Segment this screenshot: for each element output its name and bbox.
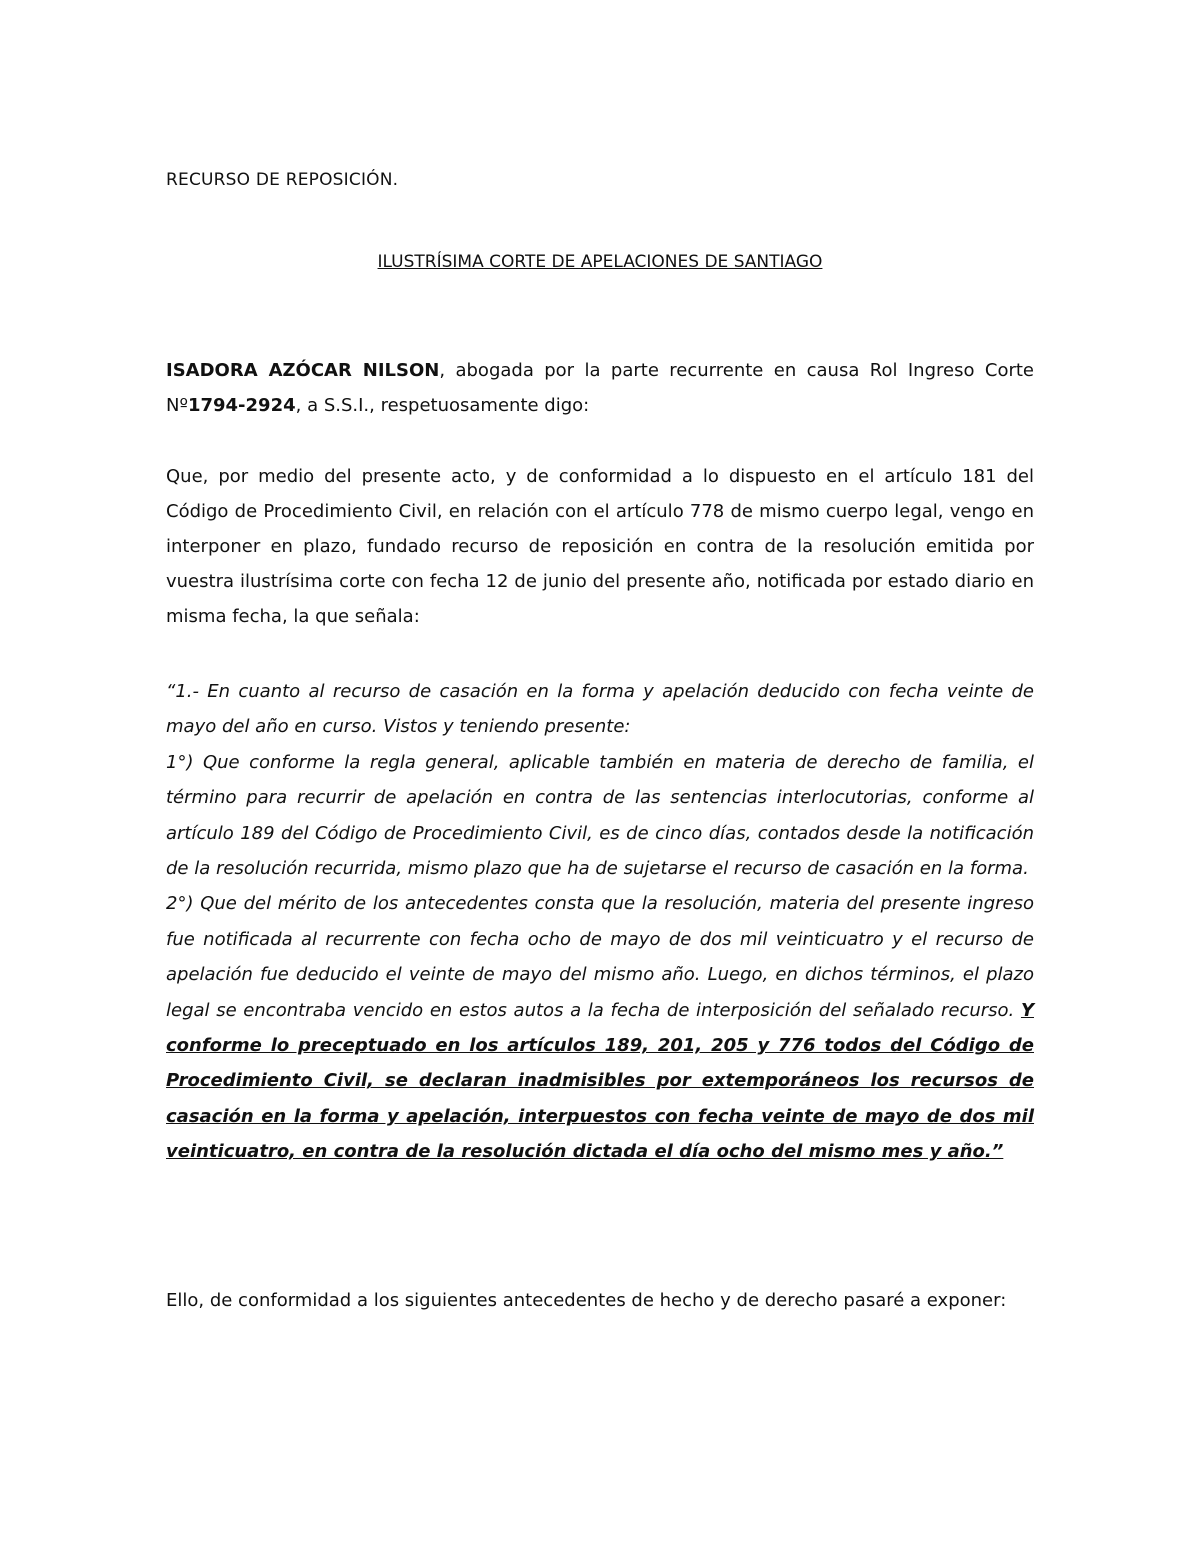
document-heading: RECURSO DE REPOSICIÓN. [166, 170, 399, 190]
quote-point-2-decision: Y conforme lo preceptuado en los artículos 189, 201, 205 y 776 todos del Código de Procedimiento Civil, se declaran inadmisibles por extemporáneos los recursos de casación en la forma y apelación, interpuestos con fecha veinte de mayo de dos mil veinticuatro, en contra de la resolución dictada el día ocho del mismo mes y año.” [166, 999, 1034, 1163]
intro-text-1: , abogada por la parte recurrente en causa Rol Ingreso Corte Nº [166, 360, 1034, 416]
quote-point-1: 1°) Que conforme la regla general, aplicable también en materia de derecho de familia, el término para recurrir de apelación en contra de las sentencias interlocutorias, conforme al artículo 189 del Código de Procedimiento Civil, es de cinco días, contados desde la notificación de la resolución recurrida, mismo plazo que ha de sujetarse el recurso de casación en la forma. [166, 751, 1034, 880]
resolution-quote [166, 674, 1034, 1170]
court-title: ILUSTRÍSIMA CORTE DE APELACIONES DE SANTIAGO [377, 252, 823, 272]
attorney-name: ISADORA AZÓCAR NILSON [166, 360, 440, 381]
quote-point-2-text: 2°) Que del mérito de los antecedentes consta que la resolución, materia del presente ingreso fue notificada al recurrente con fecha ocho de mayo de dos mil veinticuatro y el recurso de apelación fue deducido el veinte de mayo del mismo año. Luego, en dichos términos, el plazo legal se encontraba vencido en estos autos a la fecha de interposición del señalado recurso. [166, 893, 1034, 1021]
intro-text-2: , a S.S.I., respetuosamente digo: [295, 395, 590, 416]
quote-opening: “1.- En cuanto al recurso de casación en la forma y apelación deducido con fecha veinte de mayo del año en curso. Vistos y teniendo presente: [166, 681, 1034, 738]
ello-paragraph: Ello, de conformidad a los siguientes antecedentes de hecho y de derecho pasaré a exponer: [166, 1290, 1007, 1311]
intro-paragraph [166, 353, 1034, 423]
que-paragraph: Que, por medio del presente acto, y de conformidad a lo dispuesto en el artículo 181 del Código de Procedimiento Civil, en relación con el artículo 778 de mismo cuerpo legal, vengo en interponer en plazo, fundado recurso de reposición en contra de la resolución emitida por vuestra ilustrísima corte con fecha 12 de junio del presente año, notificada por estado diario en misma fecha, la que señala: [166, 466, 1034, 627]
case-rol: 1794-2924 [187, 395, 296, 416]
quote-point-2 [166, 886, 1034, 1169]
